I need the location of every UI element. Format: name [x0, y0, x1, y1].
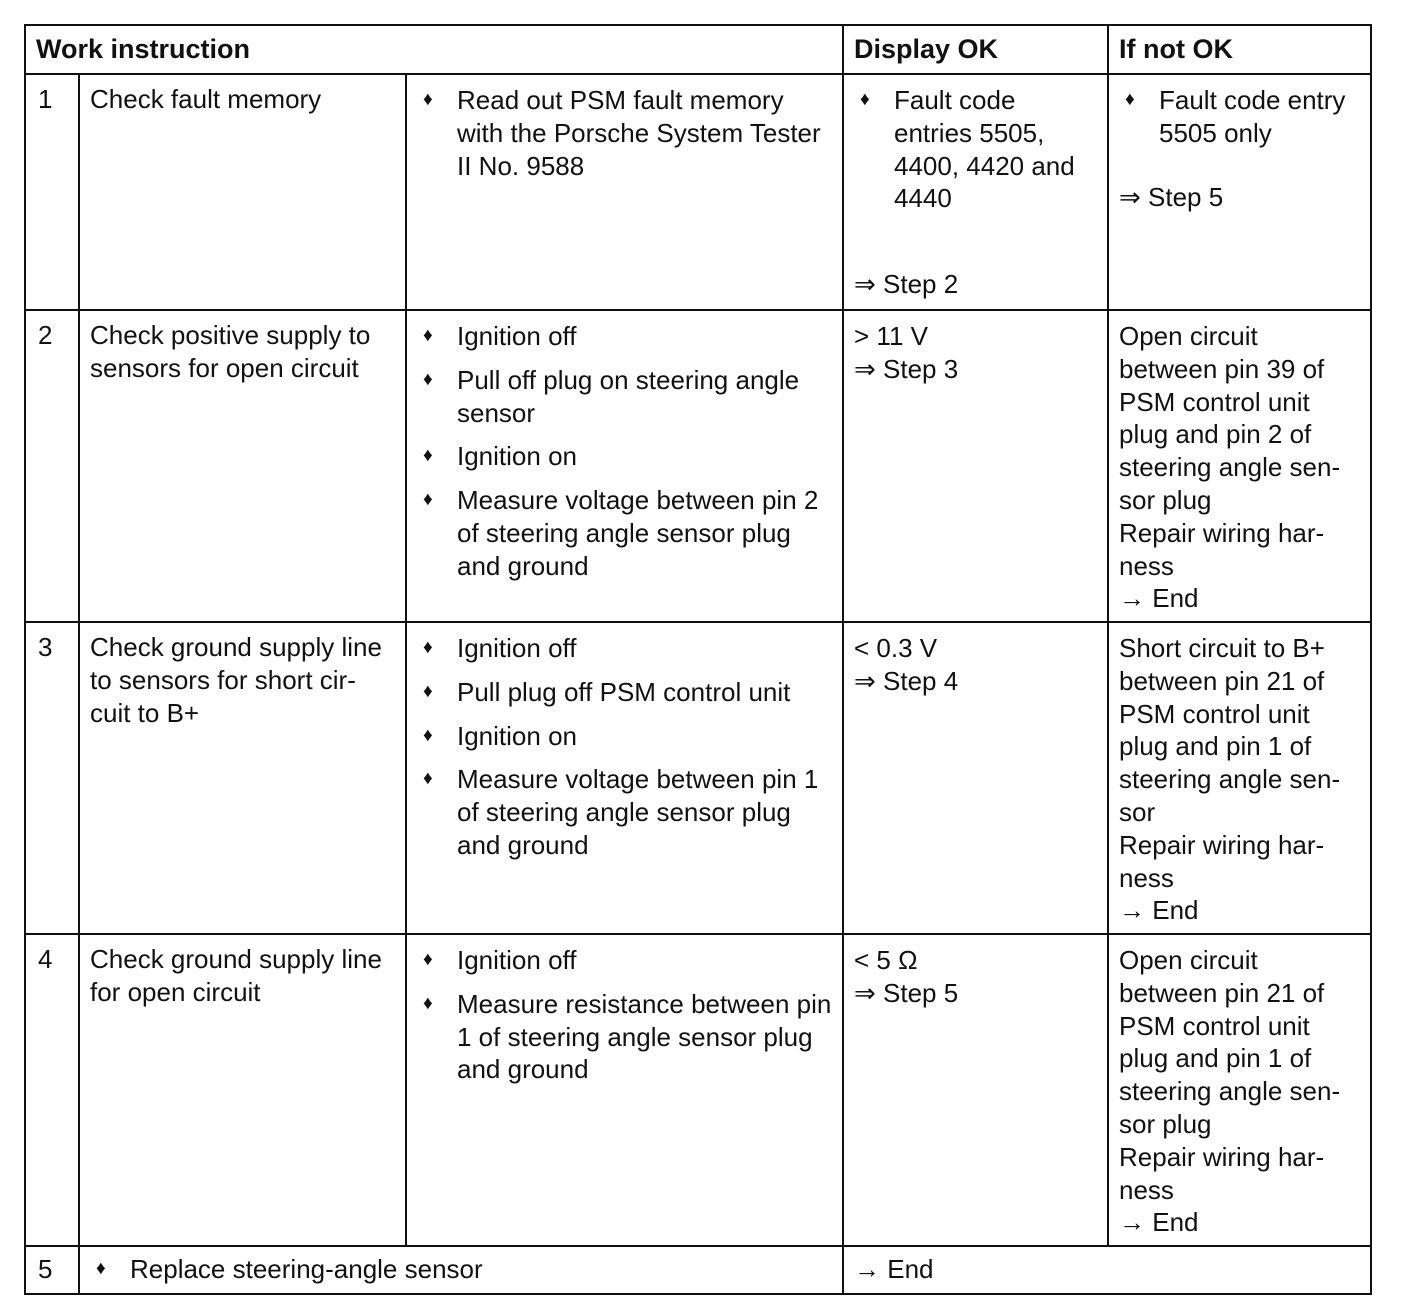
instruction-item: ♦ Pull plug off PSM control unit [423, 676, 791, 707]
display-ok-cell [843, 622, 1108, 934]
if-not-ok-item: ♦ Fault code entry 5505 only [1125, 85, 1346, 148]
step-instructions [406, 622, 843, 934]
display-ok-value: < 0.3 V [854, 633, 938, 663]
diamond-bullet-icon: ♦ [96, 1258, 106, 1279]
if-not-ok-action: Repair wiring har-ness [1119, 829, 1325, 893]
work-instruction-table [24, 24, 1372, 1295]
if-not-ok-next-step: → End [1119, 1207, 1199, 1238]
header-work-instruction: Work instruction [25, 25, 843, 74]
if-not-ok-diagnosis: Short circuit to B+ between pin 21 of PSM control unit plug and pin 1 of steering angle sen-sor [1119, 633, 1341, 827]
display-ok-next-step: ⇒ Step 5 [854, 977, 959, 1008]
diamond-bullet-icon: ♦ [423, 325, 433, 346]
instruction-item: ♦ Replace steering-angle sensor [96, 1254, 483, 1284]
diamond-bullet-icon: ♦ [423, 445, 433, 467]
diamond-bullet-icon: ♦ [423, 992, 433, 1014]
step-task: Check ground supply line to sensors for short cir-cuit to B+ [79, 622, 406, 934]
display-ok-value: > 11 V [854, 321, 928, 351]
instruction-item: ♦ Measure voltage between pin 1 of steering angle sensor plug and ground [423, 764, 819, 860]
diamond-bullet-icon: ♦ [423, 768, 433, 790]
display-ok-cell [843, 310, 1108, 622]
instruction-item: ♦ Ignition on [423, 441, 577, 472]
table-row-step-1 [25, 74, 1371, 310]
table-row-step-4 [25, 934, 1371, 1246]
step-instructions [406, 310, 843, 622]
step-task: Check positive supply to sensors for open circuit [79, 310, 406, 622]
display-ok-next-step: → End [854, 1254, 934, 1284]
if-not-ok-action: Repair wiring har-ness [1119, 517, 1325, 581]
if-not-ok-next-step: → End [1119, 583, 1199, 614]
diamond-bullet-icon: ♦ [423, 89, 433, 110]
table-row-step-2 [25, 310, 1371, 622]
if-not-ok-cell [1108, 310, 1371, 622]
if-not-ok-cell [1108, 74, 1371, 310]
instruction-item: ♦ Measure resistance between pin 1 of steering angle sensor plug and ground [423, 988, 832, 1085]
table-header-row [25, 25, 1371, 74]
if-not-ok-cell [1108, 934, 1371, 1246]
display-ok-item: ♦ Fault code entries 5505, 4400, 4420 and 4440 [860, 85, 1075, 214]
display-ok-next-step: ⇒ Step 2 [854, 269, 959, 300]
header-if-not-ok: If not OK [1108, 25, 1371, 74]
work-instruction-document [24, 24, 1370, 1294]
diamond-bullet-icon: ♦ [423, 637, 433, 658]
if-not-ok-action: Repair wiring har-ness [1119, 1141, 1325, 1205]
step-task: Check ground supply line for open circuit [79, 934, 406, 1246]
display-ok-next-step: ⇒ Step 3 [854, 353, 959, 384]
diamond-bullet-icon: ♦ [860, 89, 870, 110]
step-instructions [79, 1246, 843, 1294]
if-not-ok-next-step: → End [1119, 895, 1199, 926]
step-number: 2 [25, 310, 79, 622]
instruction-item: ♦ Ignition on [423, 720, 577, 751]
display-ok-next-step: ⇒ Step 4 [854, 665, 959, 696]
if-not-ok-diagnosis: Open circuit between pin 21 of PSM control unit plug and pin 1 of steering angle sen-sor plug [1119, 945, 1341, 1139]
if-not-ok-cell [1108, 622, 1371, 934]
diamond-bullet-icon: ♦ [423, 680, 433, 702]
step-task: Check fault memory [79, 74, 406, 310]
step-instructions [406, 74, 843, 310]
diamond-bullet-icon: ♦ [423, 724, 433, 746]
diamond-bullet-icon: ♦ [423, 949, 433, 970]
instruction-item: ♦ Measure voltage between pin 2 of steering angle sensor plug and ground [423, 485, 819, 581]
instruction-item: ♦ Read out PSM fault memory with the Porsche System Tester II No. 9588 [423, 85, 821, 181]
step-number: 1 [25, 74, 79, 310]
header-display-ok: Display OK [843, 25, 1108, 74]
instruction-item: ♦ Pull off plug on steering angle sensor [423, 364, 800, 428]
table-row-step-3 [25, 622, 1371, 934]
step-number: 5 [25, 1246, 79, 1294]
instruction-item: ♦ Ignition off [423, 633, 577, 663]
if-not-ok-diagnosis: Open circuit between pin 39 of PSM control unit plug and pin 2 of steering angle sen-sor plug [1119, 321, 1341, 515]
step-number: 4 [25, 934, 79, 1246]
diamond-bullet-icon: ♦ [423, 368, 433, 390]
table-row-step-5 [25, 1246, 1371, 1294]
display-ok-value: < 5 Ω [854, 945, 918, 975]
display-ok-cell [843, 1246, 1371, 1294]
diamond-bullet-icon: ♦ [423, 489, 433, 511]
instruction-item: ♦ Ignition off [423, 945, 577, 975]
diamond-bullet-icon: ♦ [1125, 89, 1135, 110]
display-ok-cell [843, 934, 1108, 1246]
if-not-ok-next-step: ⇒ Step 5 [1119, 181, 1224, 212]
display-ok-cell [843, 74, 1108, 310]
step-number: 3 [25, 622, 79, 934]
step-instructions [406, 934, 843, 1246]
instruction-item: ♦ Ignition off [423, 321, 577, 351]
